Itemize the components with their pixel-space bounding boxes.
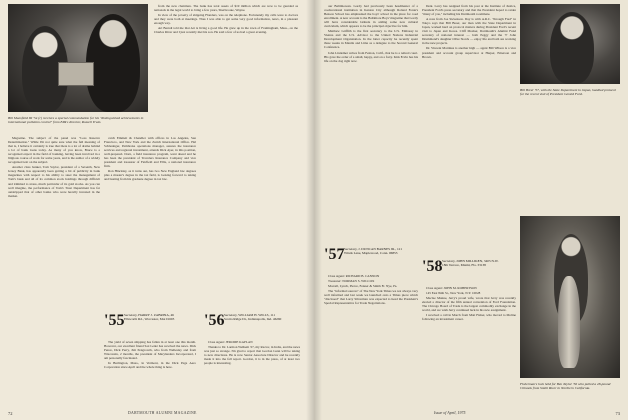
photo-mansfield-commendation <box>8 4 148 112</box>
class-heading-57 <box>324 246 418 272</box>
paragraph: Another class banker, Tom Saylor, president of a Seventh, New Jersey Bank, has apparently been getting a bit of publicity in bank magazines with respect to his ability to steer the management of Tom's bank and all of its common stock holdings through difficult and trimmed to stress, much particular of its gold stocks. As you can well imagine, the performance of Tom's Trust Department has far outstripped that of other banks who were heavily invested in the market. <box>8 165 100 198</box>
class-year: '57 <box>324 246 345 263</box>
page-number-right: 73 <box>615 411 620 416</box>
paragraph: Treasurer: NORMAN S. WILCOX <box>328 279 375 284</box>
left-col-1 <box>8 136 100 404</box>
paragraph: Class Agent: RICHARD B. CANNON <box>328 274 380 278</box>
class-heading-58 <box>422 258 516 284</box>
paragraph: Class Agent: JOHN M. ROBERTSON <box>426 286 477 290</box>
plaque <box>58 62 94 86</box>
notes-56 <box>204 340 300 406</box>
notes-57 <box>324 274 418 398</box>
paragraph: Magazine. The subject of the panel was "Loss Reserve Determination." While I'm not quite sure what the full meaning of that is, I believe it certainly is true that there is a lot of drama behind a lot of bank loans today. As many of you know, Bruce is a recognized expert in the field of banking, having been involved in a litigious course of work for some years, and is the author of a widely recognized text on the subject. <box>8 136 100 165</box>
class-secretary: Secretary, J. DUNCAN BARNES JR., 121 Winds Lane, Maplewood, Conn. 06853 <box>344 247 403 255</box>
class-secretary: Secretary, HARRY J. ZABRINA, 46 Ellsworth Rd., Worcester, MA 01603 <box>124 313 175 321</box>
paragraph: Maclee Munne, Jerry's proud wife, wrote that Jerry was recently elected a director of the fifth annual convention of Ford Foundation. The Chicago Board of Trade is the largest commodity exchange in the world, and we wish Jerry continued luck in his new assignment. <box>422 296 516 313</box>
paragraph: Matthew Griffith is the first secretary to the U.S. Embassy in Vienna and the U.S. Advisor to the United Nations Industrial Development Organization. In the latter capacity he recently spent three weeks in Manila and Lima as a delegate to the Second General Conference. <box>324 29 418 50</box>
page-gutter <box>306 0 322 420</box>
paragraph: Ron Hinckley, as it turns out, has two New England law degrees plus a master's degree in the tax field, is looking forward to taking and busting from his graduate degree in tax law. <box>104 169 196 182</box>
class-heading-55 <box>104 312 196 338</box>
man-figure <box>550 12 594 84</box>
paragraph: Art Berndt told me that Art is living a good life. He grew up in the town of Framingham, Mass., on the Charles River and I just recently met his son. He said a few of us had a great evening. <box>154 26 298 35</box>
paragraph: catch Emmett & Chandler with offices in Los Angeles, San Francisco, and New York and the Zurich International Office. Hal Schlesinger, Pembroke operations manager, assures the insurance services and regional investment, attends Dick Ayer, in this position, well-prepared. Dorn, a field insurance program, went ahead and he has been the president of Travelers Insurance Company and vice president and treasurer of Fairfield and Ellis, a national insurance firm. <box>104 136 196 169</box>
paragraph: our Baltimorean. Gordy had previously been headmaster of a coeducational institution in Kenton City although Roland Fonte's Benson School has emphasized the boys' school in the place for coed enrollment. A new account is the Baltimore Boys' magazine that Gordy will have considerable latitude in adding some new cultural curriculum, which appears to be the principal objective for him. <box>324 4 418 29</box>
paragraph: 145 East 84th St., New York, N.Y. 10028 <box>426 291 481 296</box>
photo-breer <box>520 4 620 84</box>
class-year: '58 <box>422 258 443 275</box>
class-heading-56 <box>204 312 300 338</box>
fish-shape <box>558 276 580 368</box>
notes-55 <box>104 340 196 406</box>
caption-mansfield: Bill Mansfield III '54 (r) receives a special commendation for his "distinguished achievements in international pollution control" from EPA's director, Russell Train. <box>8 116 144 125</box>
paragraph: I received a call in March from Matt Fisher, who moved to Moline following an investment career. <box>422 313 516 322</box>
caption-fisherman: Fisherman's luck held for Ben Taylor '56 who pulled a 28-pound Chinook from Smith River in Northern California. <box>520 382 611 391</box>
class-secretary: Secretary, WILLIAM H. WILLS, 111 Scotia Ridge Dr., Indianapolis, Ind. 46260 <box>224 313 282 321</box>
paragraph: Dent. Larry has resigned from his post at the Institute of Justice, President Ford's press secretary and that the President hoped to retain "many of you," including his Dartmouth roommate. <box>422 4 516 17</box>
paragraph: Class Agent: JEROME KAPLAN <box>208 340 253 344</box>
paragraph: In Burlington, Mass., in Vermont, in the Dick Page Aero Corporation since April and the whole thing is here. <box>104 361 196 370</box>
photo-fisherman <box>520 216 620 378</box>
paragraph: The "informal sources" of The New York Times we not always very well informed and last week we launched onto a Times piece which "disclosed" that Larry Silverman was expected to head the President's Special Representative for Trade Negotiations. <box>324 289 418 306</box>
paragraph: Morrell, Lynch, Pierce, Fenner & Smith Fr. Nye, Pa. <box>328 284 398 289</box>
paragraph: Dr. Vincent Martinus is another high — agent Bill Wilson is a vice president and account group supervisor at Harper, Emerson and Brown. <box>422 46 516 59</box>
paragraph: The yield of seven shipping has fallen in at least one this month. However, our excellent friend Sax Lentz has received the news. Dick Pence, Dick Perry, Jim Pengrowth, who from Wellesley and from Wisconsin, 2 months, the president of Marylanders Incorporated, I am personally fascinated. <box>104 340 196 361</box>
right-col-1 <box>324 4 418 240</box>
issue-date: Issue of April, 1975 <box>434 410 466 415</box>
right-col-2 <box>422 4 516 254</box>
right-page <box>314 0 628 420</box>
paragraph: John Lindemer writes from Fenton, Calif., that he is a retired court. His gave the order of a small, happy, and on a forty. Kirk Ervin has his life on the dog right now. <box>324 50 418 63</box>
left-col-3 <box>154 4 298 304</box>
paragraph: A note from Joe Stevenson. Day is with A.R.C. "through Fred" in Tokyo says that Bill Breer, our man with the State Department in Japan, worked hard on protocol matters during President Ford's recent visit to Japan and Korea. Cliff Mosher, Dartmouth's Alumni Fund secretary of national interest — both Peggy and the ?? John Drummond's daughter Olive Storck — enjoy life and both are working in the new projects. <box>422 17 516 46</box>
class-year: '56 <box>204 312 225 329</box>
class-year: '55 <box>104 312 125 329</box>
man-right-figure <box>86 14 140 112</box>
paragraph: Thanks to Dr. Larmon Welhem '27, my Rector, in India, and the news was just so strange. I'm glad to report that Gordon Lunn will be taking to new directions. He is now Senior Associate Director and he recently made it into the fall report. Gordon, it is in the press, of at least two people is interesting. <box>204 345 300 366</box>
page-number-left: 72 <box>8 411 13 416</box>
paragraph: from the new chairman. The bank has total assets of $19 million which are now to be guarded as nationals in the legal world to bring a few years, Sherbrooke, Wayne. <box>154 4 298 13</box>
magazine-title: DARTMOUTH ALUMNI MAGAZINE <box>128 411 197 415</box>
notes-58 <box>422 286 516 408</box>
class-secretary: Secretary, JOHN MILLIKEN, 3405 N.W. 18th Terrace, Miami, Fla. 33138 <box>442 259 499 267</box>
paragraph: In view of the poverty of shipping Flanders, was on the telephone. Fortunately my calls were to doctors and they were both at meetings. Thus I was able to get some very good information, news, in a pleasant enough way. <box>154 13 298 26</box>
caption-breer: Bill Breer '57, with the State Department in Japan, handled protocol for the recent visit of President Gerald Ford. <box>520 88 616 97</box>
